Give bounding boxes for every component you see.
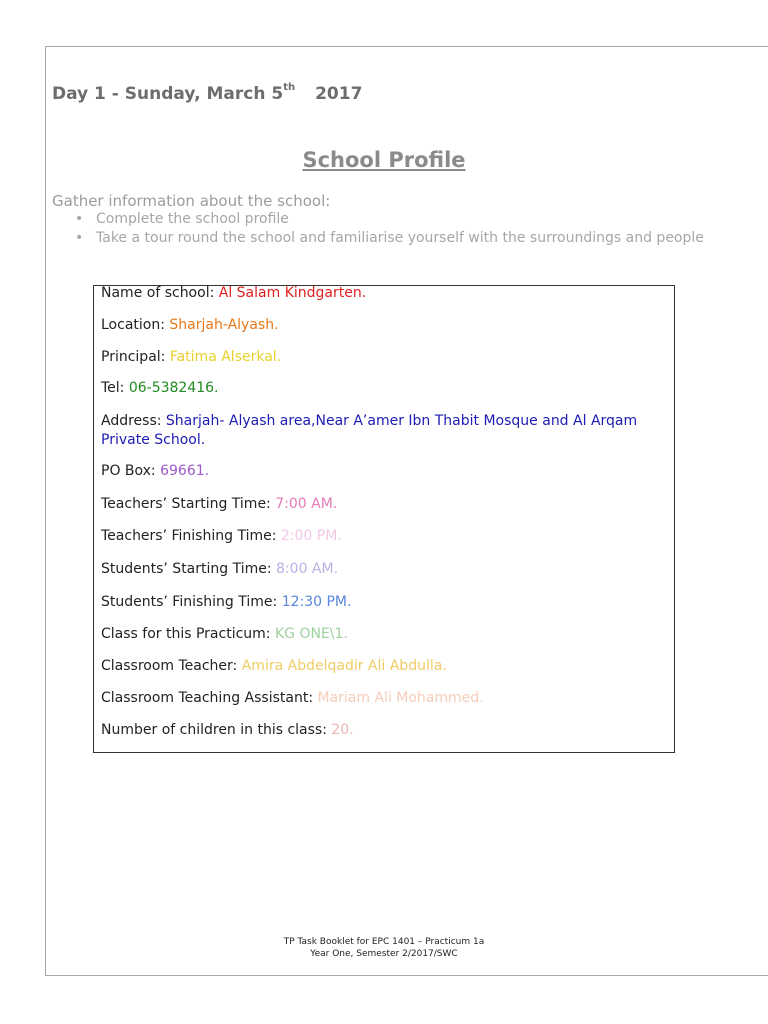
profile-label: Classroom Teaching Assistant:	[101, 690, 318, 706]
profile-label: Teachers’ Starting Time:	[101, 496, 276, 512]
profile-value: 2:00 PM.	[280, 528, 342, 544]
profile-label: Tel:	[101, 380, 129, 396]
profile-row-teachers-start	[101, 496, 337, 512]
bullet-item: • Take a tour round the school and familiarise yourself with the surroundings and people	[73, 229, 713, 248]
profile-label: Classroom Teacher:	[101, 658, 242, 674]
profile-row-address	[101, 412, 661, 450]
profile-label: Number of children in this class:	[101, 722, 332, 738]
profile-row-children-count	[101, 722, 354, 738]
profile-label: Students’ Starting Time:	[101, 561, 277, 577]
profile-label: Teachers’ Finishing Time:	[101, 528, 281, 544]
profile-value: 69661.	[160, 463, 210, 479]
profile-row-tel	[101, 380, 219, 396]
profile-value: 12:30 PM.	[281, 594, 352, 610]
profile-row-name	[101, 285, 366, 301]
profile-value: Mariam Ali Mohammed.	[317, 690, 484, 706]
day-superscript: th	[283, 82, 296, 93]
bullet-item: • Complete the school profile	[73, 210, 713, 229]
profile-row-location	[101, 317, 279, 333]
profile-value: 8:00 AM.	[276, 561, 339, 577]
profile-value: 7:00 AM.	[275, 496, 338, 512]
profile-row-principal	[101, 349, 281, 365]
intro-heading: Gather information about the school:	[52, 192, 331, 210]
day-label: Day 1 - Sunday, March 5	[52, 84, 284, 104]
footer-line-1: TP Task Booklet for EPC 1401 – Practicum 1a	[283, 937, 485, 947]
profile-value: Amira Abdelqadir Ali Abdulla.	[241, 658, 447, 674]
profile-label: Class for this Practicum:	[101, 626, 275, 642]
profile-row-classroom-teacher	[101, 658, 447, 674]
profile-value: Sharjah- Alyash area,Near A’amer Ibn Thabit Mosque and Al Arqam Private School.	[101, 413, 638, 448]
profile-label: PO Box:	[101, 463, 161, 479]
day-year: 2017	[315, 84, 363, 104]
profile-label: Principal:	[101, 349, 170, 365]
profile-row-students-finish	[101, 594, 351, 610]
profile-value: 20.	[331, 722, 354, 738]
profile-value: 06-5382416.	[128, 380, 219, 396]
profile-value: Al Salam Kindgarten.	[218, 285, 367, 301]
profile-value: Fatima Alserkal.	[169, 349, 282, 365]
profile-label: Location:	[101, 317, 170, 333]
profile-label: Students’ Finishing Time:	[101, 594, 282, 610]
footer-line-2: Year One, Semester 2/2017/SWC	[310, 949, 458, 959]
profile-label: Name of school:	[101, 285, 219, 301]
profile-row-teachers-finish	[101, 528, 342, 544]
profile-value: KG ONE\1.	[274, 626, 348, 642]
profile-row-pobox	[101, 463, 209, 479]
page-title: School Profile	[302, 148, 466, 172]
day-heading	[52, 84, 362, 104]
profile-row-teaching-assistant	[101, 690, 484, 706]
profile-value: Sharjah-Alyash.	[169, 317, 279, 333]
page-footer	[0, 936, 768, 960]
profile-row-students-start	[101, 561, 338, 577]
profile-label: Address:	[101, 413, 166, 429]
intro-bullet-list	[73, 210, 713, 248]
profile-row-class	[101, 626, 348, 642]
